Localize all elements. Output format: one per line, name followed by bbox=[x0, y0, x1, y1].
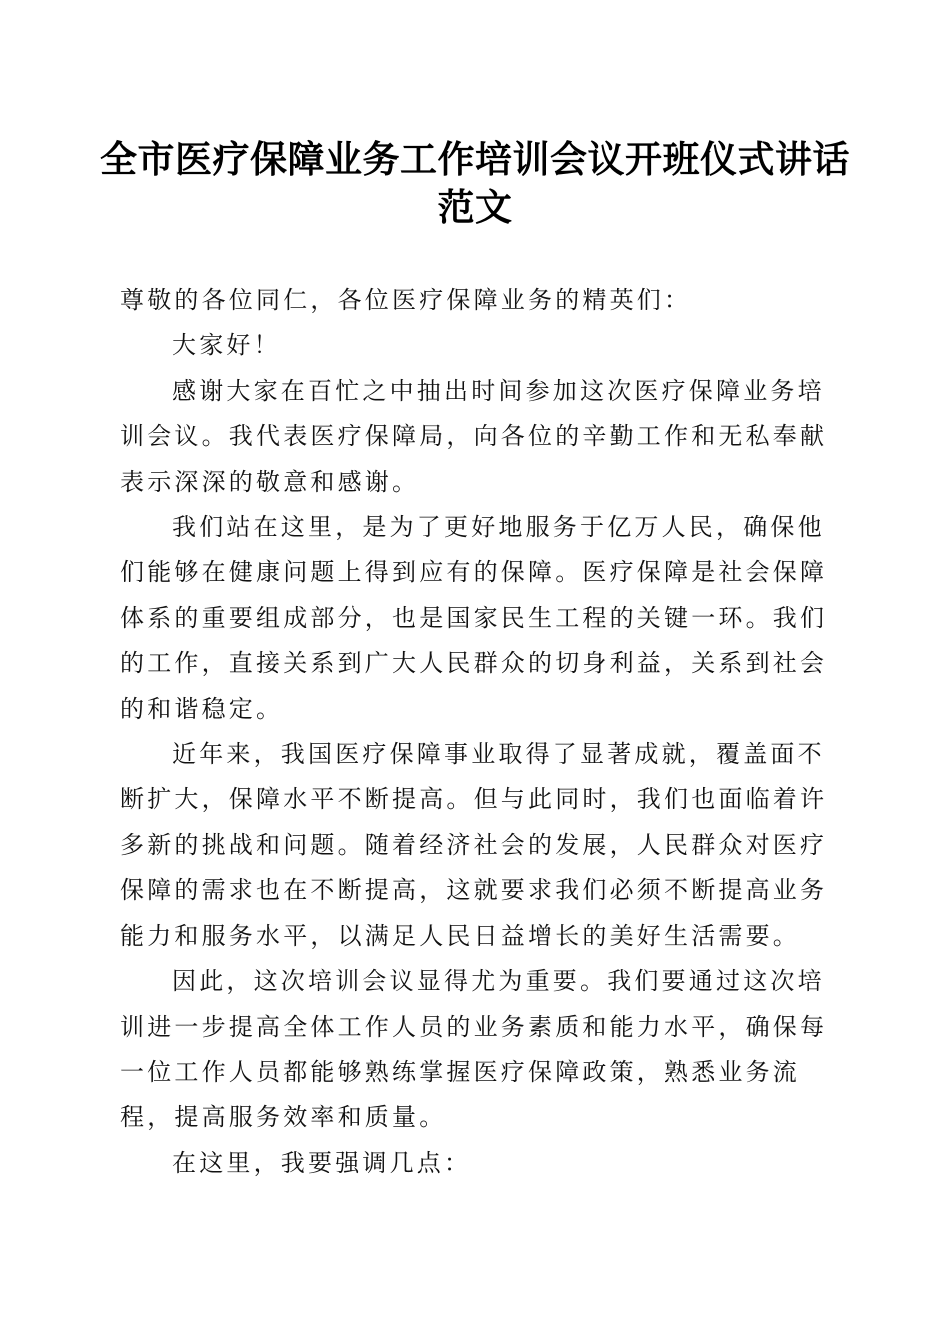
paragraph: 在这里，我要强调几点： bbox=[172, 1148, 472, 1177]
document-body bbox=[120, 278, 832, 1186]
paragraph: 近年来，我国医疗保障事业取得了显著成就，覆盖面不断扩大，保障水平不断提高。但与此同时，我们也面临着许多新的挑战和问题。随着经济社会的发展，人民群众对医疗保障的需求也在不断提高，这就要求我们必须不断提高业务能力和服务水平，以满足人民日益增长的美好生活需要。 bbox=[120, 740, 828, 950]
paragraph: 因此，这次培训会议显得尤为重要。我们要通过这次培训进一步提高全体工作人员的业务素质和能力水平，确保每一位工作人员都能够熟练掌握医疗保障政策，熟悉业务流程，提高服务效率和质量。 bbox=[120, 967, 828, 1132]
paragraph: 感谢大家在百忙之中抽出时间参加这次医疗保障业务培训会议。我代表医疗保障局，向各位的辛勤工作和无私奉献表示深深的敬意和感谢。 bbox=[120, 376, 828, 496]
document-title bbox=[100, 135, 850, 231]
title-line-2: 范文 bbox=[437, 185, 513, 229]
salutation: 尊敬的各位同仁，各位医疗保障业务的精英们： bbox=[120, 286, 692, 314]
greeting: 大家好！ bbox=[172, 331, 281, 360]
paragraph: 我们站在这里，是为了更好地服务于亿万人民，确保他们能够在健康问题上得到应有的保障。医疗保障是社会保障体系的重要组成部分，也是国家民生工程的关键一环。我们的工作，直接关系到广大人民群众的切身利益，关系到社会的和谐稳定。 bbox=[120, 513, 828, 723]
title-line-1: 全市医疗保障业务工作培训会议开班仪式讲话 bbox=[100, 137, 850, 181]
